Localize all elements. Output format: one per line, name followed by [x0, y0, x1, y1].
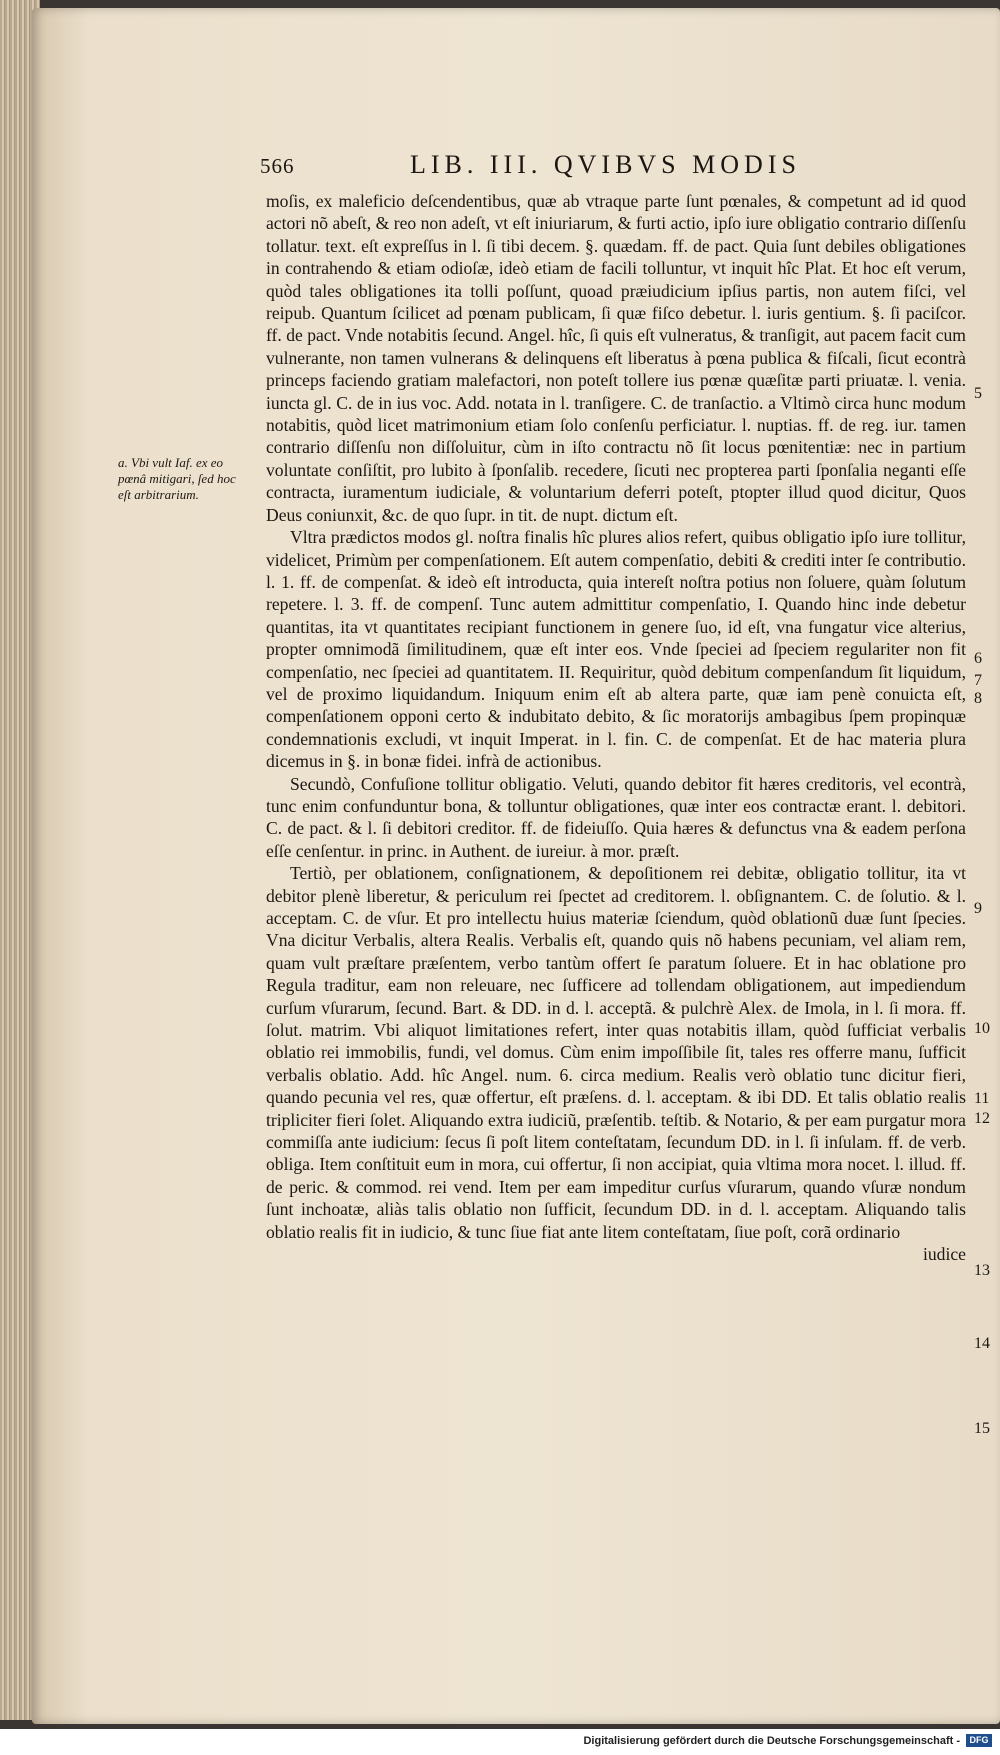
catchword: iudice: [923, 1244, 966, 1265]
margin-number: 15: [974, 1420, 990, 1437]
margin-number: 14: [974, 1335, 990, 1352]
dfg-logo: DFG: [966, 1734, 992, 1747]
margin-line-numbers: [974, 0, 994, 1700]
margin-number: 13: [974, 1262, 990, 1279]
paragraph: moſis, ex maleficio deſcendentibus, quæ ab vtraque parte ſunt pœnales, & competunt ad id quod actori nõ abeſt, & reo non adeſt, vt eſt iniuriarum, & furti actio, ipſo iure obligatio contrario diſſenſu tollatur. text. eſt expreſſus in l. ſi tibi decem. §. quædam. ff. de pact. Quia ſunt debiles obligationes in contrahendo & etiam odioſæ, ideò etiam de facili tolluntur, vt inquit hîc Plat. Et hoc eſt verum, quòd tales obligationes ita tolli poſſunt, quoad præiudicium ipſius partis, non autem fiſci, vel reipub. Quantum ſcilicet ad pœnam publicam, ſi quæ fiſco debetur. l. iuris gentium. §. ſi paciſcor. ff. de pact. Vnde notabitis ſecund. Angel. hîc, ſi quis eſt vulneratus, & tranſigit, aut pacem facit cum vulnerante, non tamen vulnerans & delinquens eſt liberatus à pœna publica & fiſcali, ſicut econtrà princeps faciendo gratiam malefactori, non poteſt tollere ius pœnæ quæſitæ parti priuatæ. l. venia. iuncta gl. C. de in ius voc. Add. notata in l. tranſigere. C. de tranſactio. a Vltimò circa hunc modum notabitis, quòd licet matrimonium etiam ſolo conſenſu perficiatur. l. nuptias. ff. de reg. iur. tamen contrario diſſenſu non diſſoluitur, cùm in iſto contractu nõ ſit locus pœnitentiæ: nec in partium voluntate conſiſtit, pro lubito à ſponſalib. recedere, ſicuti nec propterea parti ſponſalia neganti eſſe contracta, iuramentum iudiciale, & voluntarium deferri poteſt, ptopter illud quod dicitur, Quos Deus coniunxit, &c. de quo ſupr. in tit. de nupt. dictum eſt.: [266, 191, 966, 525]
margin-number: 11: [974, 1090, 990, 1107]
page-number: 566: [260, 154, 295, 178]
paragraph: Secundò, Confuſione tollitur obligatio. Veluti, quando debitor fit hæres creditoris, vel econtrà, tunc enim confunduntur bona, & tolluntur obligationes, quæ inter eos contractæ erant. l. debitori. C. de pact. & l. ſi debitori creditor. ff. de fideiuſſo. Quia hæres & defunctus vna & eadem perſona eſſe cenſentur. in princ. in Authent. de iureiur. à mor. præſt.: [266, 773, 966, 861]
paragraph: Vltra prædictos modos gl. noſtra finalis hîc plures alios refert, quibus obligatio ipſo iure tollitur, videlicet, Primùm per compenſationem. Eſt autem compenſatio, debiti & crediti inter ſe contributio. l. 1. ff. de compenſat. & ideò eſt introducta, quia intereſt noſtra potius non ſoluere, quàm ſolutum repetere. l. 3. ff. de compenſ. Tunc autem admittitur compenſatio, I. Quando hinc inde debetur quantitas, ita vt quantitates recipiant functionem in genere ſuo, id eſt, vna fungatur vice alterius, propter omnimodã ſimilitudinem, quæ eſt inter eos. Vnde ſpeciei ad ſpeciem regulariter non fit compenſatio, nec ſpeciei ad quantitatem. II. Requiritur, quòd debitum compenſandum ſit liquidum, vel de proximo liquidandum. Iniquum enim eſt ab altera parte, quæ iam penè conuicta eſt, compenſationem opponi certo & indubitato debito, & ſic moratorijs ambagibus ſpem propinquæ condemnationis excludi, vt inquit Imperat. in l. fin. C. de compenſat. Et de hac materia plura dicemus in §. in bonæ fidei. infrà de actionibus.: [266, 527, 966, 772]
margin-note: a. Vbi vult Iaf. ex eo pœnâ mitigari, ſed hoc eſt arbitrarium.: [118, 455, 236, 502]
margin-number: 12: [974, 1110, 990, 1127]
margin-number: 10: [974, 1020, 990, 1037]
margin-number: 9: [974, 900, 982, 917]
footer-credit: Digitalisierung gefördert durch die Deutsche Forschungsgemeinschaft -: [583, 1735, 960, 1747]
running-title: LIB. III. QVIBVS MODIS: [410, 150, 801, 179]
margin-number: 8: [974, 690, 982, 707]
page-header: [260, 150, 960, 184]
paragraph: Tertiò, per oblationem, conſignationem, & depoſitionem rei debitæ, obligatio tollitur, ita vt debitor plenè liberetur, & periculum rei ſpectet ad creditorem. l. obſignantem. C. de ſolutio. & l. acceptam. C. de vſur. Et pro intellectu huius materiæ ſciendum, quòd oblationũ duæ ſunt ſpecies. Vna dicitur Verbalis, altera Realis. Verbalis eſt, quando quis nõ habens pecuniam, vel aliam rem, quam vult præſtare præſentem, verbo tantùm offert ſe paratum ſoluere. Et in hac oblatione pro Regula traditur, eam non releuare, nec ſufficere ad tollendam obligationem, aut impediendum curſum vſurarum, ſecund. Bart. & DD. in d. l. acceptã. & pulchrè Alex. de Imola, in l. ſi mora. ff. ſolut. matrim. Vbi aliquot limitationes refert, inter quas notabitis illam, quòd ſufficiat verbalis oblatio rei immobilis, fundi, vel domus. Cùm enim impoſſibile ſit, tales res offerre manu, ſufficit verbalis oblatio. Add. hîc Angel. num. 6. circa medium. Realis verò oblatio tunc dicitur fieri, quando pecunia vel res, quæ offertur, eſt præſens. d. l. acceptam. & ibi DD. Et talis oblatio realis tripliciter fieri ſolet. Aliquando extra iudiciũ, præſentib. teſtib. & Notario, & per eam purgatur mora commiſſa ante iudicium: ſecus ſi poſt litem conteſtatam, ſecundum DD. in l. ſi inſulam. ff. de verb. obliga. Item conſtituit eum in mora, cui offertur, ſi non accipiat, quia vltima mora nocet. l. illud. ff. de peric. & commod. rei vend. Item per eam impeditur curſus vſurarum, quando vſuræ nondum ſunt inchoatæ, aliàs talis oblatio non ſufficit, ſecundum DD. in d. l. acceptam. Aliquando talis oblatio realis fit in iudicio, & tunc ſiue fiat ante litem conteſtatam, ſiue poſt, corã ordinario: [266, 863, 966, 1242]
margin-number: 6: [974, 650, 982, 667]
body-text: [266, 190, 966, 1266]
margin-number: 5: [974, 385, 982, 402]
margin-number: 7: [974, 672, 982, 689]
